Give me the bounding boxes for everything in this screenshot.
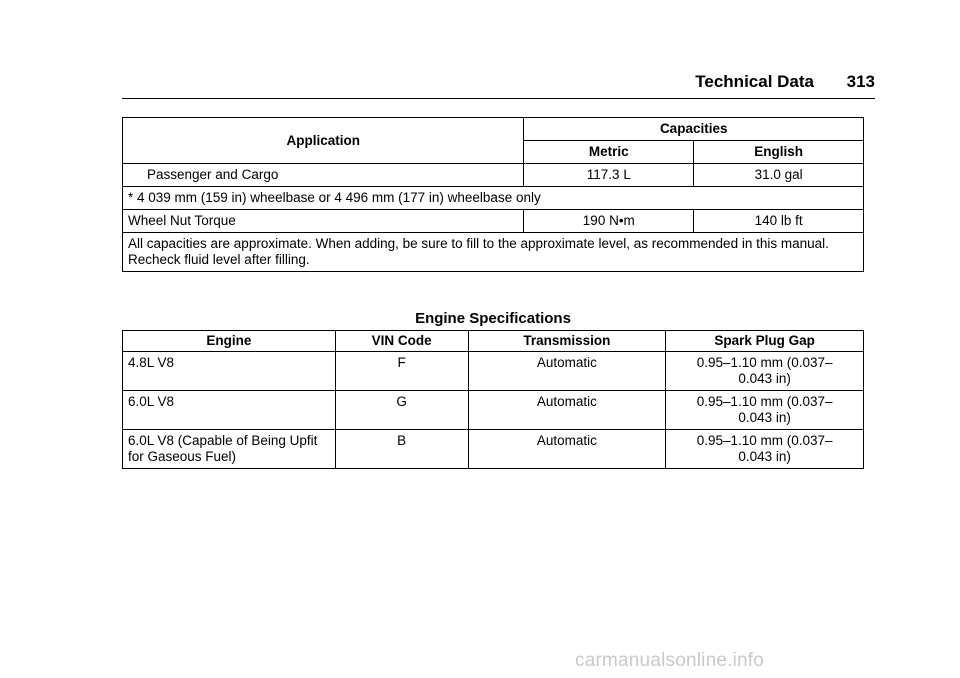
cell-transmission: Automatic [468,391,666,430]
table-row [123,210,864,233]
column-header-vin-code: VIN Code [335,331,468,352]
column-header-english: English [694,141,864,164]
column-header-metric: Metric [524,141,694,164]
table-row [123,391,864,430]
wheelbase-note: * 4 039 mm (159 in) wheelbase or 4 496 mm (177 in) wheelbase only [123,187,864,210]
column-header-transmission: Transmission [468,331,666,352]
cell-vin-code: B [335,430,468,469]
cell-vin-code: F [335,352,468,391]
table-header-row [123,118,864,141]
cell-english: 140 lb ft [694,210,864,233]
cell-engine: 6.0L V8 (Capable of Being Upfit for Gaseous Fuel) [123,430,336,469]
capacities-note: All capacities are approximate. When adding, be sure to fill to the approximate level, as recommended in this manual. Recheck fluid level after filling. [123,233,864,272]
cell-spark-plug-gap [666,352,864,391]
table-row [123,430,864,469]
cell-metric: 190 N•m [524,210,694,233]
capacities-table [122,117,864,272]
table-header-row [123,331,864,352]
gap-line: 0.95–1.10 mm (0.037– [696,394,833,409]
watermark-text: carmanualsonline.info [575,650,765,671]
page-number: 313 [846,72,875,91]
gap-line: 0.043 in) [738,449,791,464]
column-header-capacities: Capacities [524,118,864,141]
column-header-spark-plug-gap: Spark Plug Gap [666,331,864,352]
cell-metric: 117.3 L [524,164,694,187]
column-header-engine: Engine [123,331,336,352]
gap-line: 0.95–1.10 mm (0.037– [696,433,833,448]
gap-line: 0.043 in) [738,371,791,386]
table-note-row [123,233,864,272]
column-header-application: Application [123,118,524,164]
cell-spark-plug-gap [666,391,864,430]
engine-specs-table [122,330,864,469]
gap-line: 0.043 in) [738,410,791,425]
cell-application: Passenger and Cargo [123,164,524,187]
cell-transmission: Automatic [468,430,666,469]
cell-transmission: Automatic [468,352,666,391]
cell-english: 31.0 gal [694,164,864,187]
table-row [123,164,864,187]
cell-engine: 4.8L V8 [123,352,336,391]
gap-line: 0.95–1.10 mm (0.037– [696,355,833,370]
table-note-row [123,187,864,210]
cell-application: Wheel Nut Torque [123,210,524,233]
cell-spark-plug-gap [666,430,864,469]
page-header [122,72,875,99]
table-row [123,352,864,391]
engine-specs-title: Engine Specifications [415,310,571,327]
cell-vin-code: G [335,391,468,430]
cell-engine: 6.0L V8 [123,391,336,430]
section-title: Technical Data [695,72,814,91]
